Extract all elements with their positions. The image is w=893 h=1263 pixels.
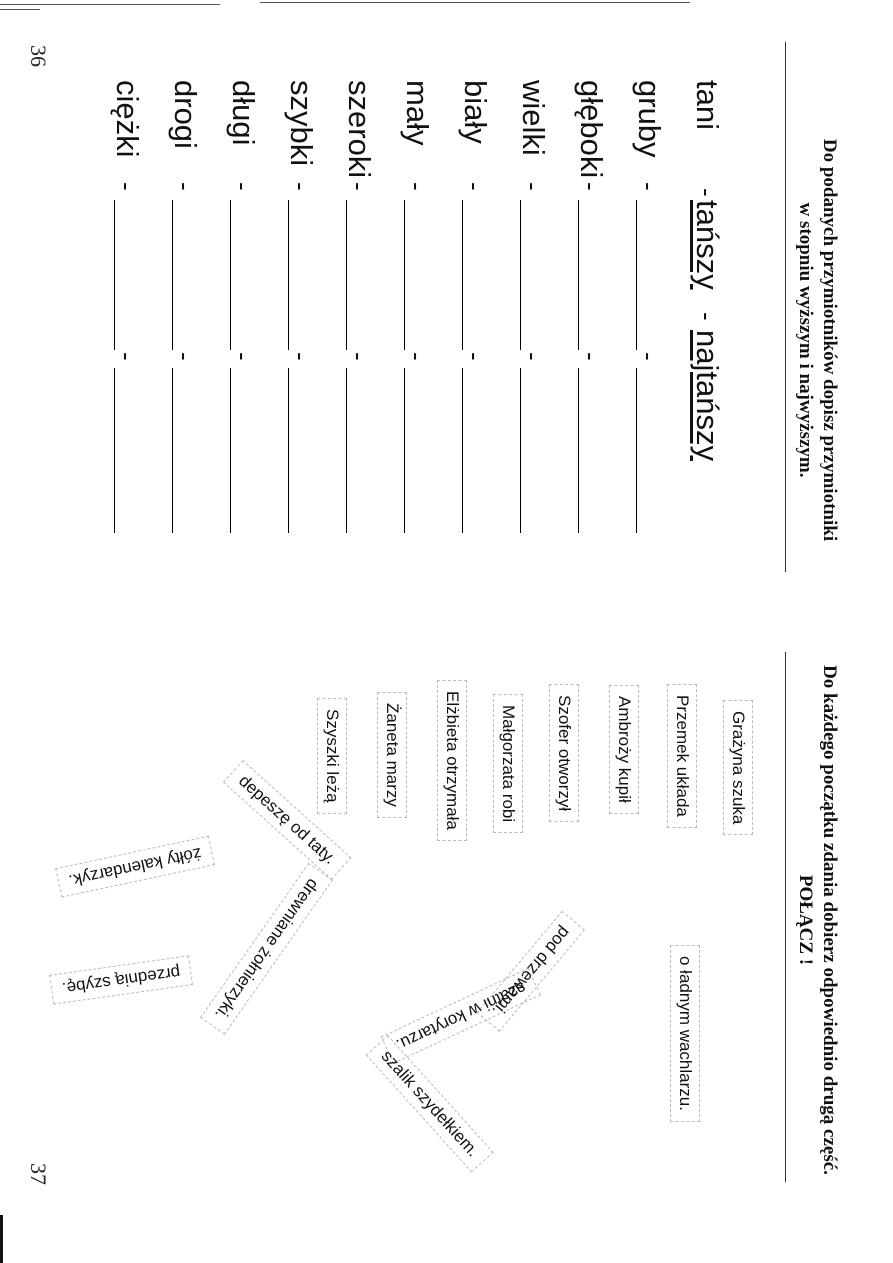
dash: - [344,182,374,191]
adjective-word: szeroki [342,80,377,179]
superlative-blank[interactable] [172,368,173,533]
adjective-word: ciężki [110,80,145,158]
dash: - [344,352,374,361]
dash: - [634,182,664,191]
dash: - [402,182,432,191]
page-number-right: 37 [26,1163,51,1185]
superlative-blank[interactable] [346,368,347,533]
superlative-blank[interactable] [404,368,405,533]
adjective-word: drogi [168,80,203,149]
dash: - [634,352,664,361]
dash: - [576,352,606,361]
adjective-word: szybki [284,80,319,167]
dash: - [460,352,490,361]
comparative-blank[interactable] [462,200,463,350]
heading-line: w stopniu wyższym i najwyższym. [795,202,816,478]
exercise-heading-left [793,100,841,580]
ending-card[interactable]: pod drzewami. [477,911,585,1032]
dash: - [692,312,722,321]
comparative-blank[interactable] [346,200,347,350]
dash: - [518,352,548,361]
dash: - [286,352,316,361]
comparative-blank[interactable] [636,200,637,350]
adjective-word: głęboki [574,80,609,179]
ending-card[interactable]: żółty kalendarzyk. [55,836,215,898]
superlative-blank[interactable] [114,368,115,533]
dash: - [286,182,316,191]
dash: - [112,352,142,361]
example-comparative: tańszy [690,200,725,290]
page-number-left: 36 [26,45,51,67]
heading-line: Do każdego początku zdania dobierz odpowiednio drugą część. [819,665,840,1175]
beginning-card[interactable]: Żaneta marzy [377,692,407,818]
dash: - [576,182,606,191]
dash: - [402,352,432,361]
dash: - [228,182,258,191]
heading-rule-left [785,42,786,572]
superlative-blank[interactable] [462,368,463,533]
beginning-card[interactable]: Szyszki leżą [317,698,347,814]
superlative-blank[interactable] [578,368,579,533]
comparative-blank[interactable] [288,200,289,350]
superlative-blank[interactable] [230,368,231,533]
comparative-blank[interactable] [114,200,115,350]
heading-rule-right [785,652,786,1182]
dash: - [460,182,490,191]
ending-card[interactable]: szatni w korytarzu. [381,968,541,1064]
dash: - [112,182,142,191]
dash: - [228,352,258,361]
comparative-blank[interactable] [520,200,521,350]
adjective-word: wielki [516,80,551,156]
adjective-word: mały [400,80,435,146]
beginning-card[interactable]: Małgorzata robi [493,694,523,833]
comparative-blank[interactable] [404,200,405,350]
comparative-blank[interactable] [578,200,579,350]
dash: - [170,352,200,361]
comparative-blank[interactable] [230,200,231,350]
ending-card[interactable]: depeszę od taty. [223,760,351,880]
adjective-word: gruby [632,80,667,158]
comparative-blank[interactable] [172,200,173,350]
ending-card[interactable]: przednią szybę. [49,955,193,1004]
dash: - [170,182,200,191]
heading-line: POŁĄCZ ! [795,874,816,966]
exercise-heading-right [793,640,841,1200]
ending-card[interactable]: o ładnym wachlarzu. [670,945,700,1122]
example-word: tani [690,80,725,130]
beginning-card[interactable]: Szofer otworzył [549,684,579,822]
beginning-card[interactable]: Elżbieta otrzymała [437,680,467,841]
dash: - [692,188,722,197]
ending-card[interactable]: drewniane żołnierzyki. [200,863,333,1035]
beginning-card[interactable]: Przemek układa [667,684,697,828]
beginning-card[interactable]: Ambroży kupił [609,685,639,814]
adjective-word: długi [226,80,261,146]
superlative-blank[interactable] [288,368,289,533]
adjective-word: biały [458,80,493,144]
dash: - [518,182,548,191]
beginning-card[interactable]: Grażyna szuka [723,700,753,835]
ending-card[interactable]: szalik szydełkiem. [366,1035,494,1173]
superlative-blank[interactable] [520,368,521,533]
superlative-blank[interactable] [636,368,637,533]
example-superlative: najtańszy [690,330,725,461]
heading-line: Do podanych przymiotników dopisz przymiotniki [819,138,840,542]
